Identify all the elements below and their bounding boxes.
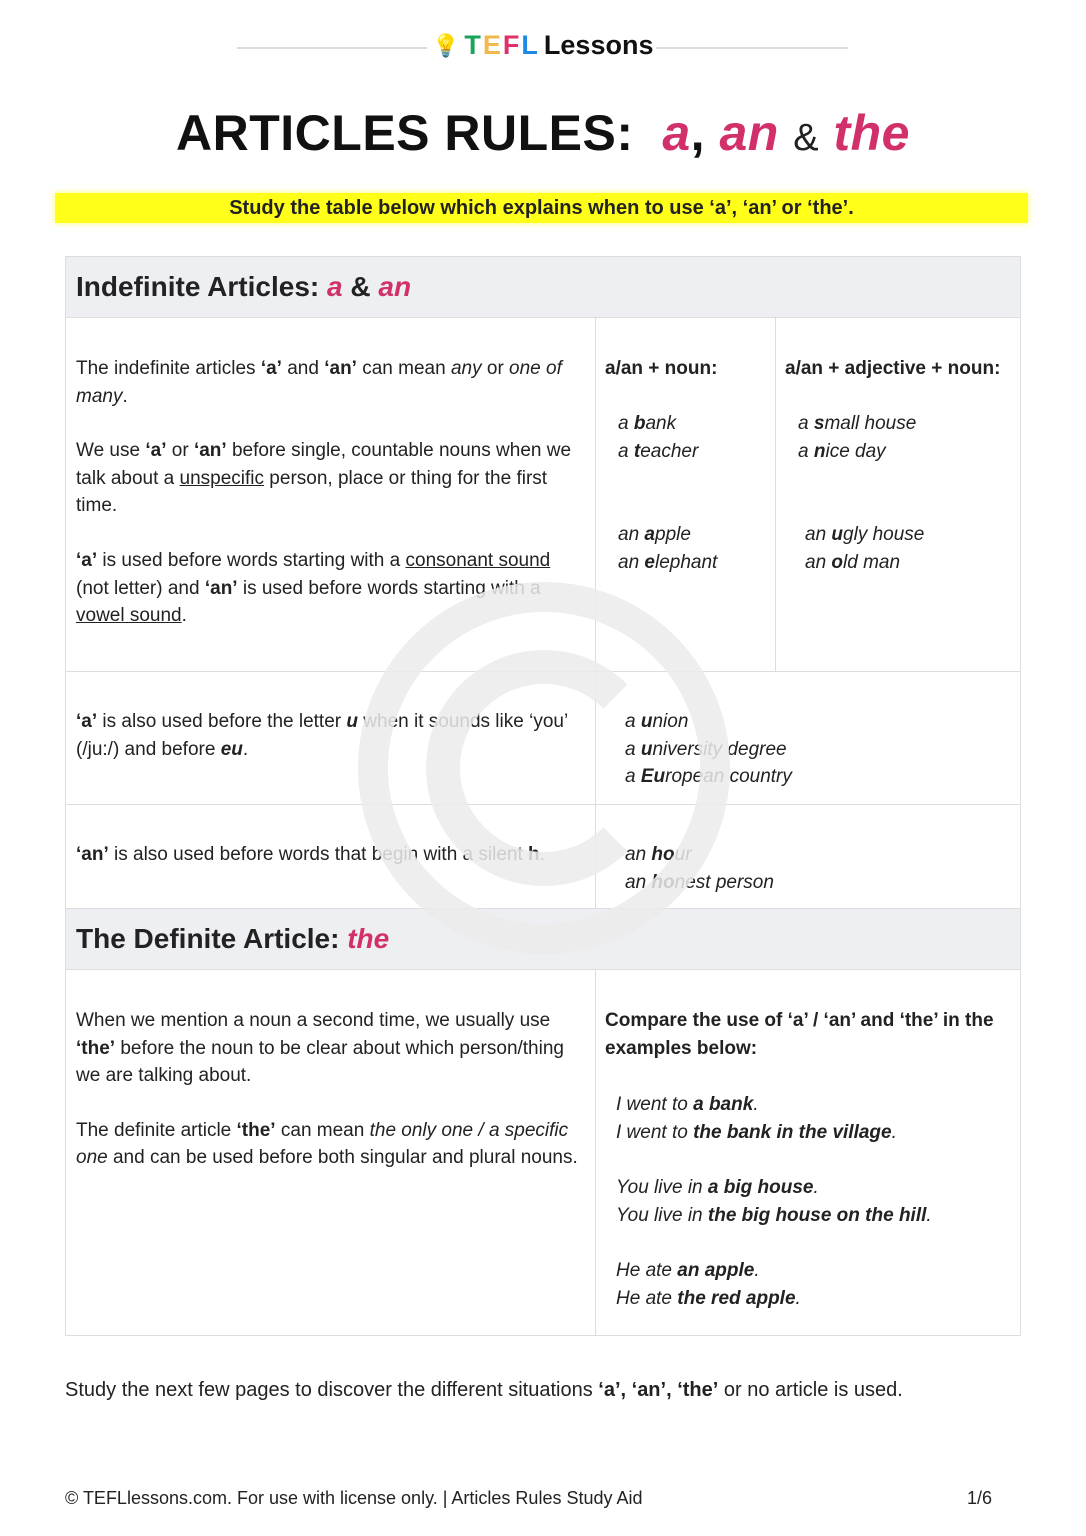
indefinite-para-1: The indefinite articles ‘a’ and ‘an’ can mean any or one of many. xyxy=(76,358,562,407)
example: I went to a bank. xyxy=(616,1094,759,1115)
compare-heading: Compare the use of ‘a’ / ‘an’ and ‘the’ in the examples below: xyxy=(605,1010,994,1059)
bottom-note: Study the next few pages to discover the different situations ‘a’, ‘an’, ‘the’ or no article is used. xyxy=(65,1379,903,1401)
example: an old man xyxy=(805,551,901,573)
example: a European country xyxy=(625,766,792,788)
example: a small house xyxy=(798,413,917,434)
example: an apple xyxy=(618,524,691,545)
noun-examples-a xyxy=(618,410,698,465)
example: You live in a big house. xyxy=(616,1177,819,1199)
adjective-examples-an xyxy=(805,521,924,576)
example: a union xyxy=(625,711,689,732)
indefinite-explanation xyxy=(66,355,595,630)
instruction-banner: Study the table below which explains when to use ‘a’, ‘an’ or ‘the’. xyxy=(55,193,1028,223)
footer-copyright: © TEFLlessons.com. For use with license only. | Articles Rules Study Aid xyxy=(65,1488,643,1508)
example: an ugly house xyxy=(805,524,925,545)
noun-column-heading: a/an + noun: xyxy=(605,358,718,379)
h-rule: ‘an’ is also used before words that begin with a silent h. xyxy=(76,844,545,865)
logo-lessons: Lessons xyxy=(543,30,654,60)
tefl-logo xyxy=(432,30,653,61)
example: He ate an apple. xyxy=(616,1260,760,1282)
definite-explanation xyxy=(66,1007,595,1172)
definite-para-1: When we mention a noun a second time, we usually use ‘the’ before the noun to be clear about which person/thing we are talking about. xyxy=(76,1010,564,1087)
example: I went to the bank in the village. xyxy=(616,1121,897,1143)
logo-e: E xyxy=(482,30,501,60)
h-examples xyxy=(625,841,774,896)
example: an elephant xyxy=(618,551,718,573)
logo-f: F xyxy=(502,30,520,60)
indefinite-para-3: ‘a’ is used before words starting with a consonant sound (not letter) and ‘an’ is used before words starting with a vowel sound. xyxy=(76,549,551,627)
adjective-column-heading: a/an + adjective + noun: xyxy=(785,358,1001,379)
example: a bank xyxy=(618,413,677,434)
example: an honest person xyxy=(625,871,774,893)
noun-examples-an xyxy=(618,521,717,576)
compare-examples xyxy=(616,1091,932,1313)
indefinite-heading: Indefinite Articles: a & an xyxy=(66,256,1020,318)
adjective-examples-a xyxy=(798,410,916,465)
example: He ate the red apple. xyxy=(616,1287,801,1309)
example: a nice day xyxy=(798,440,886,462)
logo-l: L xyxy=(521,30,538,60)
example: a university degree xyxy=(625,738,787,760)
u-rule: ‘a’ is also used before the letter u when it sounds like ‘you’ (/ju:/) and before eu. xyxy=(76,711,568,760)
definite-heading: The Definite Article: the xyxy=(66,908,1020,970)
page-number: 1/6 xyxy=(967,1488,993,1508)
logo-rule-right xyxy=(656,47,848,49)
lightbulb-icon: 💡 xyxy=(432,32,460,58)
indefinite-para-2: We use ‘a’ or ‘an’ before single, countable nouns when we talk about a unspecific person, place or thing for the first time. xyxy=(76,440,572,517)
example: a teacher xyxy=(618,440,699,462)
example: an hour xyxy=(625,844,692,865)
logo-rule-left xyxy=(237,47,427,49)
page-title: ARTICLES RULES: a, an & the xyxy=(176,105,910,161)
logo-t: T xyxy=(464,30,481,60)
articles-table xyxy=(65,256,1021,1336)
definite-para-2: The definite article ‘the’ can mean the only one / a specific one and can be used before both singular and plural nouns. xyxy=(76,1119,578,1169)
example: You live in the big house on the hill. xyxy=(616,1204,932,1226)
u-examples xyxy=(625,708,792,791)
